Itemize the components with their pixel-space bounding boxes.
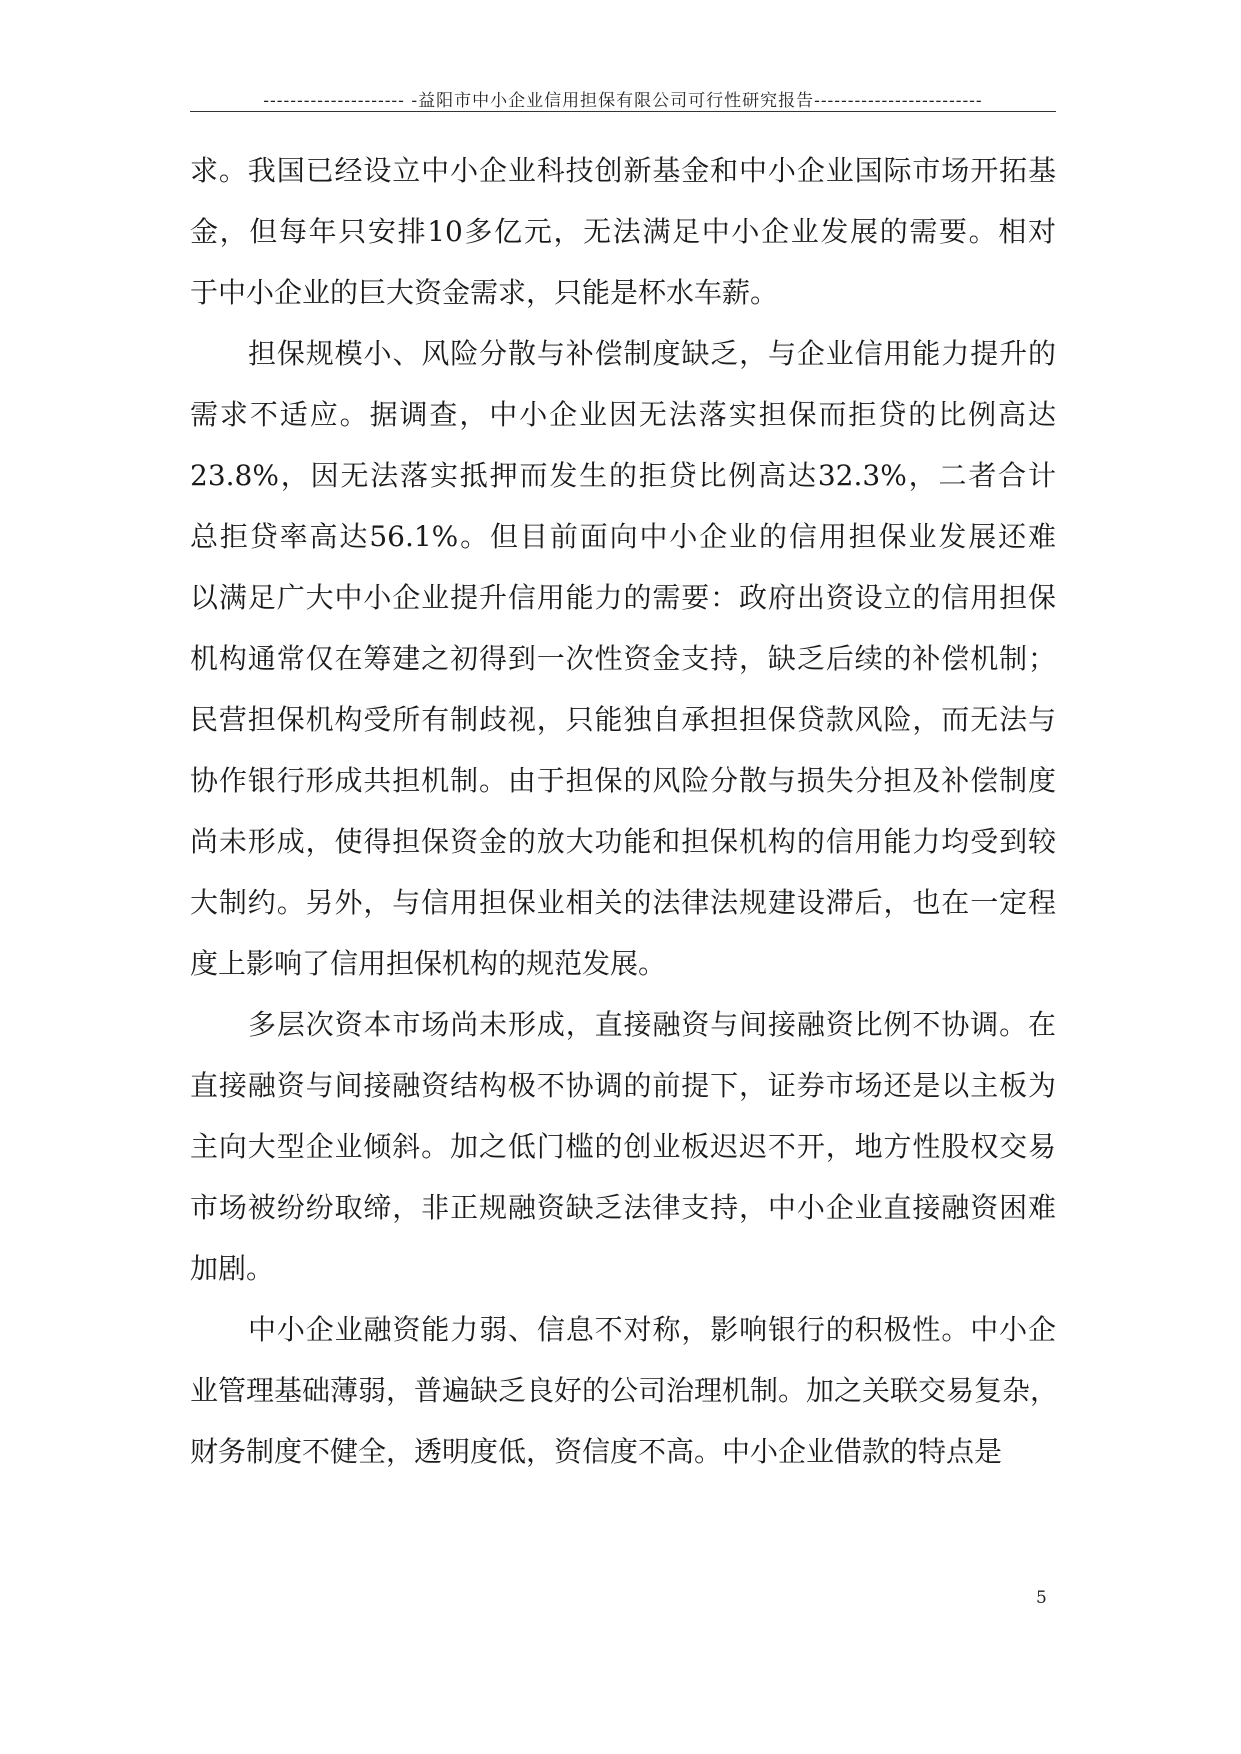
text-line: 民营担保机构受所有制歧视，只能独自承担担保贷款风险，而无法与 — [190, 703, 1056, 736]
text-line: 金，但每年只安排10多亿元，无法满足中小企业发展的需要。相对 — [190, 215, 1056, 248]
text-line: 以满足广大中小企业提升信用能力的需要：政府出资设立的信用担保 — [190, 581, 1056, 614]
text-line: 协作银行形成共担机制。由于担保的风险分散与损失分担及补偿制度 — [190, 764, 1056, 797]
text-line: 市场被纷纷取缔，非正规融资缺乏法律支持，中小企业直接融资困难 — [190, 1191, 1056, 1224]
running-header: --------------------- -益阳市中小企业信用担保有限公司可行性研究报告------------------------- — [263, 91, 983, 111]
paragraph — [190, 1299, 1059, 1482]
text-line: 直接融资与间接融资结构极不协调的前提下，证券市场还是以主板为 — [190, 1069, 1056, 1102]
text-line: 尚未形成，使得担保资金的放大功能和担保机构的信用能力均受到较 — [190, 825, 1056, 858]
text-line: 多层次资本市场尚未形成，直接融资与间接融资比例不协调。在 — [248, 1008, 1056, 1041]
text-line: 加剧。 — [190, 1252, 275, 1285]
text-line: 总拒贷率高达56.1%。但目前面向中小企业的信用担保业发展还难 — [190, 520, 1056, 553]
text-line: 主向大型企业倾斜。加之低门槛的创业板迟迟不开，地方性股权交易 — [190, 1130, 1056, 1163]
text-line: 大制约。另外，与信用担保业相关的法律法规建设滞后，也在一定程 — [190, 886, 1056, 919]
text-line: 财务制度不健全，透明度低，资信度不高。中小企业借款的特点是 — [190, 1435, 1003, 1468]
body-text — [190, 140, 1059, 1482]
paragraph — [190, 323, 1056, 994]
text-line: 担保规模小、风险分散与补偿制度缺乏，与企业信用能力提升的 — [248, 337, 1056, 370]
text-line: 需求不适应。据调查，中小企业因无法落实担保而拒贷的比例高达 — [190, 398, 1056, 431]
text-line: 23.8%，因无法落实抵押而发生的拒贷比例高达32.3%，二者合计 — [190, 459, 1056, 492]
text-line: 度上影响了信用担保机构的规范发展。 — [190, 947, 667, 980]
header-divider — [190, 111, 1056, 112]
text-line: 中小企业融资能力弱、信息不对称，影响银行的积极性。中小企 — [248, 1313, 1056, 1346]
text-line: 求。我国已经设立中小企业科技创新基金和中小企业国际市场开拓基 — [190, 154, 1056, 187]
paragraph — [190, 140, 1056, 323]
paragraph — [190, 994, 1056, 1299]
page-number: 5 — [1036, 1588, 1047, 1608]
text-line: 机构通常仅在筹建之初得到一次性资金支持，缺乏后续的补偿机制； — [190, 642, 1056, 675]
text-line: 业管理基础薄弱，普遍缺乏良好的公司治理机制。加之关联交易复杂， — [190, 1374, 1059, 1407]
text-line: 于中小企业的巨大资金需求，只能是杯水车薪。 — [190, 276, 779, 309]
